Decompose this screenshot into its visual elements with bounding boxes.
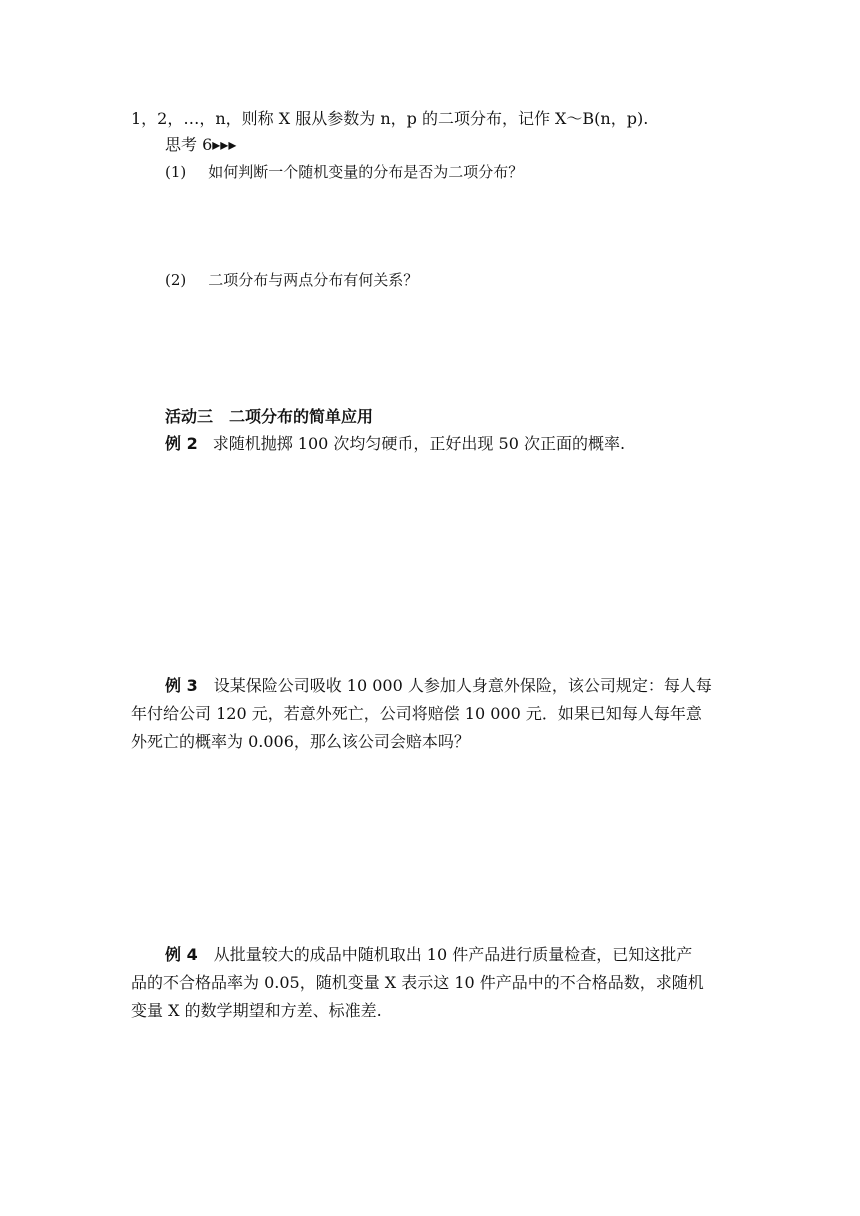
example4-line-3: 变量 X 的数学期望和方差、标准差. (131, 1001, 382, 1020)
example3-line-1 (165, 675, 712, 697)
think6-title: 思考 6▸▸▸ (165, 135, 237, 154)
example3-line-2: 年付给公司 120 元，若意外死亡，公司将赔偿 10 000 元．如果已知每人每年意 (131, 704, 702, 723)
example-label: 例 3 (165, 676, 198, 695)
example-label: 例 2 (165, 434, 198, 453)
example4-line-2: 品的不合格品率为 0.05，随机变量 X 表示这 10 件产品中的不合格品数，求随机 (131, 973, 704, 992)
question-text: 如何判断一个随机变量的分布是否为二项分布？ (208, 163, 524, 181)
think6-question-1 (165, 161, 523, 183)
example3-line-3: 外死亡的概率为 0.006，那么该公司会赔本吗？ (131, 732, 470, 751)
intro-line: 1，2，…，n，则称 X 服从参数为 n，p 的二项分布，记作 X～B(n，p). (131, 109, 649, 128)
question-number: (2) (165, 271, 187, 289)
example-text: 从批量较大的成品中随机取出 10 件产品进行质量检查，已知这批产 (213, 945, 693, 964)
activity3-heading: 活动三 二项分布的简单应用 (165, 407, 374, 426)
example2 (165, 433, 625, 455)
example4-line-1 (165, 944, 692, 966)
think6-question-2 (165, 269, 418, 291)
example-label: 例 4 (165, 945, 198, 964)
example-text: 求随机抛掷 100 次均匀硬币，正好出现 50 次正面的概率. (212, 434, 626, 453)
example-text: 设某保险公司吸收 10 000 人参加人身意外保险，该公司规定：每人每 (213, 676, 712, 695)
question-text: 二项分布与两点分布有何关系？ (208, 271, 419, 289)
question-number: (1) (165, 163, 187, 181)
